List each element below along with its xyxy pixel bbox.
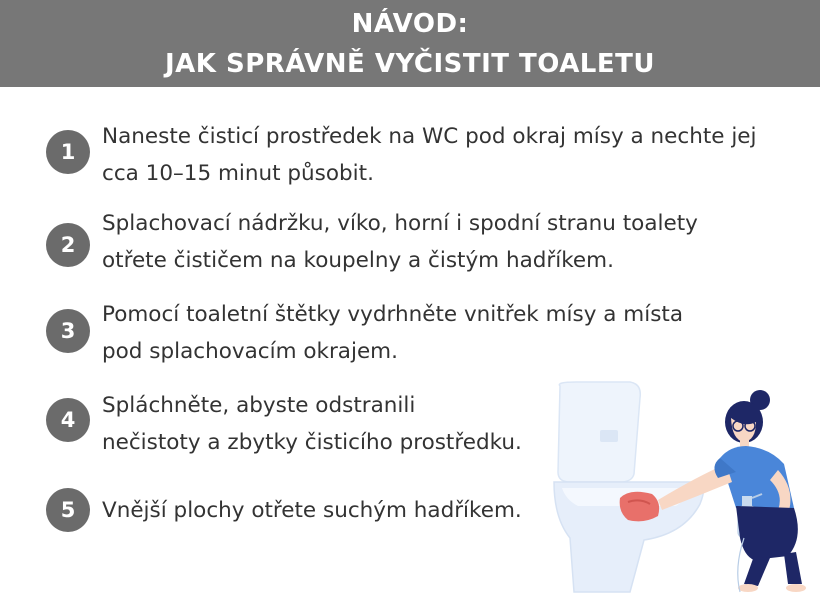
step-number-badge: 5	[46, 488, 90, 532]
step-text-line: nečistoty a zbytky čisticího prostředku.	[102, 430, 522, 455]
header-title-line-2: JAK SPRÁVNĚ VYČISTIT TOALETU	[165, 49, 655, 79]
cleaning-cloth-icon	[620, 492, 659, 522]
step-number-badge: 2	[46, 223, 90, 267]
step-number-badge: 1	[46, 130, 90, 174]
step-text-line: Pomocí toaletní štětky vydrhněte vnitřek mísy a místa	[102, 302, 684, 327]
step-text	[102, 118, 802, 192]
woman-cleaning-toilet-illustration	[548, 378, 820, 600]
page-header	[0, 0, 820, 87]
step-text-line: pod splachovacím okrajem.	[102, 339, 398, 364]
step-text-line: Splachovací nádržku, víko, horní i spodní stranu toalety	[102, 211, 698, 236]
step-text-line: Spláchněte, abyste odstranili	[102, 393, 416, 418]
step-number-badge: 4	[46, 398, 90, 442]
step-text	[102, 205, 802, 279]
header-title-line-1: NÁVOD:	[351, 9, 469, 39]
step-text-line: otřete čističem na koupelny a čistým hadříkem.	[102, 248, 614, 273]
step-text-line: Naneste čisticí prostředek na WC pod okraj mísy a nechte jej	[102, 124, 757, 149]
step-text-line: Vnější plochy otřete suchým hadříkem.	[102, 498, 522, 523]
step-number-badge: 3	[46, 309, 90, 353]
step-text	[102, 296, 802, 370]
woman-figure	[658, 390, 806, 592]
step-text-line: cca 10–15 minut působit.	[102, 161, 374, 186]
